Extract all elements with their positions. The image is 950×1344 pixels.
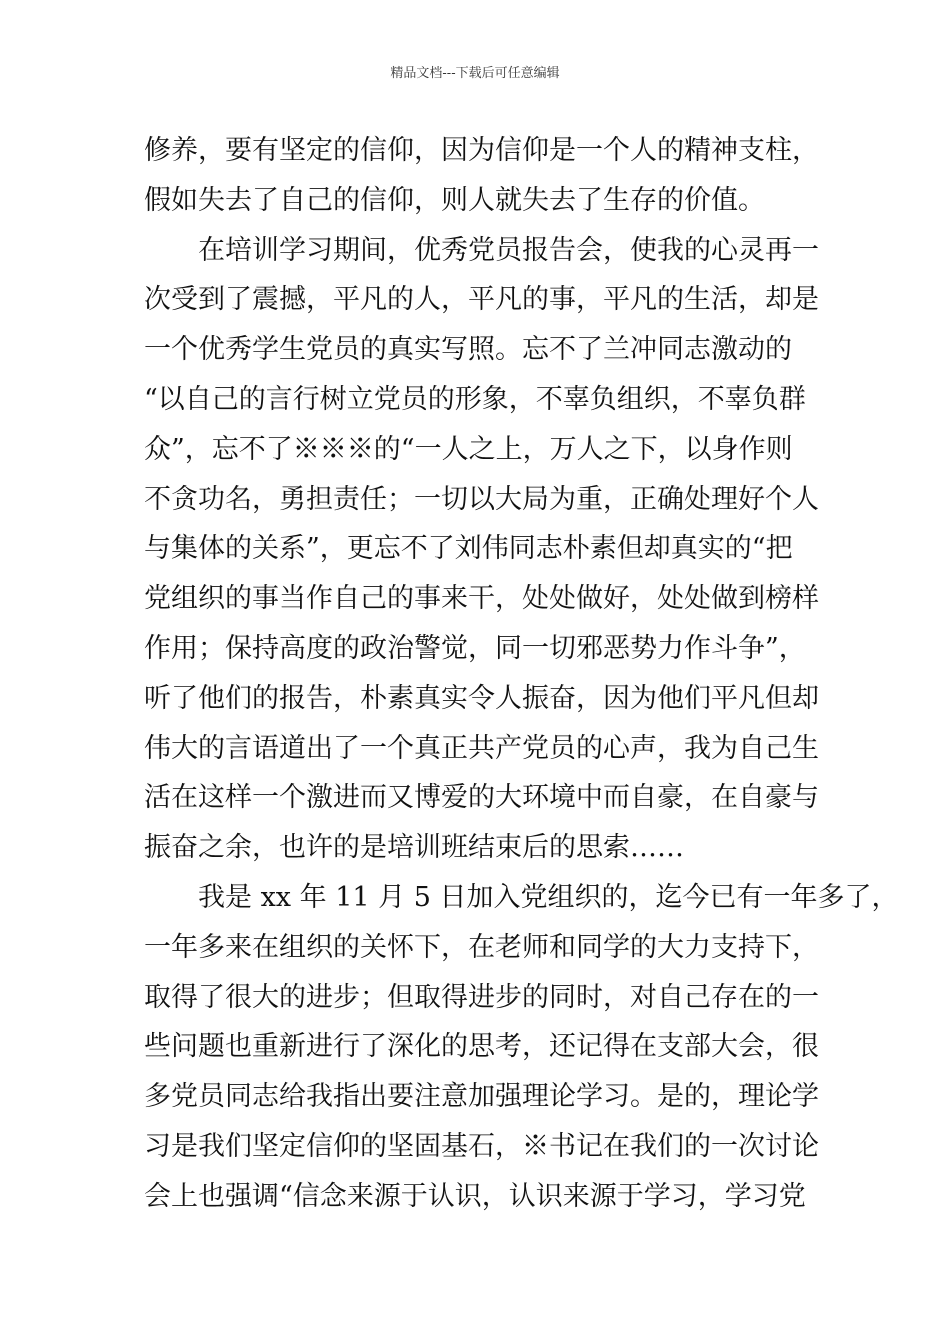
text-line: 与集体的关系”，更忘不了刘伟同志朴素但却真实的“把 (144, 533, 793, 565)
paragraph-start-line: 在培训学习期间，优秀党员报告会，使我的心灵再一 (198, 234, 819, 266)
text-line: 众”，忘不了※※※的“一人之上，万人之下，以身作则 (144, 433, 793, 465)
text-line: 取得了很大的进步；但取得进步的同时，对自己存在的一 (144, 981, 819, 1013)
text-line: 会上也强调“信念来源于认识，认识来源于学习，学习党 (144, 1180, 806, 1212)
text-line: 党组织的事当作自己的事来干，处处做好，处处做到榜样 (144, 583, 819, 615)
text-line: 修养，要有坚定的信仰，因为信仰是一个人的精神支柱， (144, 135, 819, 166)
text-line: 听了他们的报告，朴素真实令人振奋，因为他们平凡但却 (144, 682, 819, 714)
document-body (144, 126, 899, 1222)
text-line: “以自己的言行树立党员的形象，不辜负组织，不辜负群 (144, 383, 806, 415)
page-header: 精品文档---下载后可任意编辑 (390, 66, 560, 81)
text-line: 一年多来在组织的关怀下，在老师和同学的大力支持下， (144, 931, 819, 963)
text-line: 伟大的言语道出了一个真正共产党员的心声，我为自己生 (144, 732, 819, 764)
text-line: 作用；保持高度的政治警觉，同一切邪恶势力作斗争”， (144, 632, 806, 664)
text-line: 一个优秀学生党员的真实写照。忘不了兰冲同志激动的 (144, 334, 792, 366)
text-line: 多党员同志给我指出要注意加强理论学习。是的，理论学 (144, 1081, 819, 1113)
text-line: 不贪功名，勇担责任；一切以大局为重，正确处理好个人 (144, 483, 819, 515)
text-line: 次受到了震撼，平凡的人，平凡的事，平凡的生活，却是 (144, 284, 819, 316)
text-line: 些问题也重新进行了深化的思考，还记得在支部大会，很 (144, 1031, 819, 1063)
paragraph-start-line: 我是 xx 年 11 月 5 日加入党组织的，迄今已有一年多了， (198, 881, 899, 913)
text-line: 假如失去了自己的信仰，则人就失去了生存的价值。 (144, 184, 765, 216)
text-line: 习是我们坚定信仰的坚固基石，※书记在我们的一次讨论 (144, 1130, 819, 1162)
text-line: 活在这样一个激进而又博爱的大环境中而自豪，在自豪与 (144, 782, 819, 814)
text-line: 振奋之余，也许的是培训班结束后的思索…… (144, 832, 684, 864)
